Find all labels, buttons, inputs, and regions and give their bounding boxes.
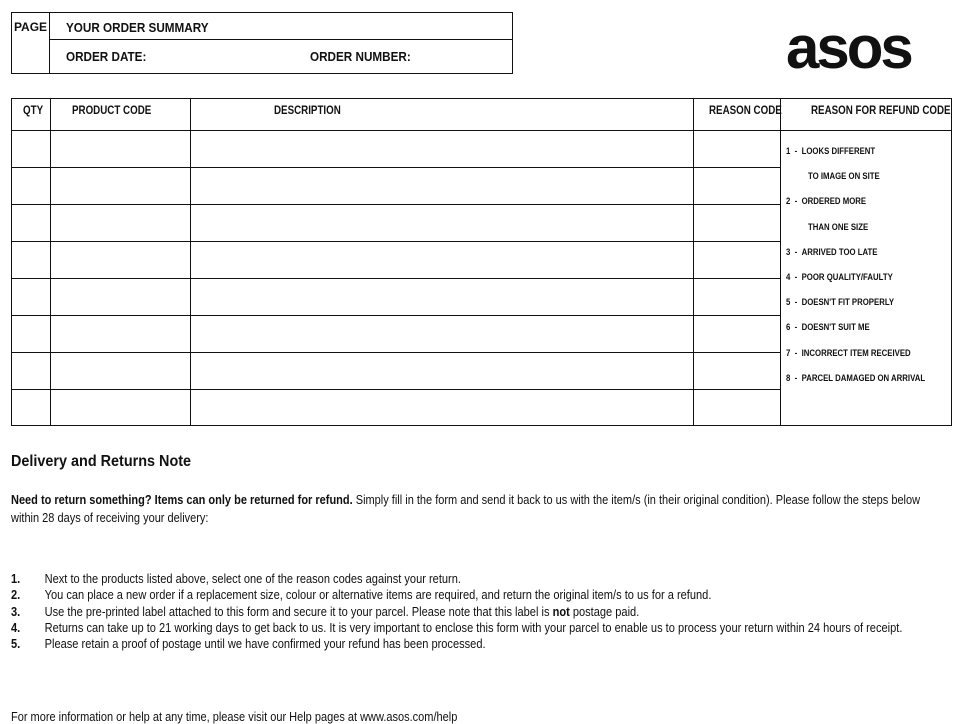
reason-item: 4 - POOR QUALITY/FAULTY: [786, 272, 893, 283]
column-header-reason-code: REASON CODE: [709, 105, 782, 117]
reason-item: 5 - DOESN'T FIT PROPERLY: [786, 297, 895, 308]
table-row-divider: [12, 278, 780, 279]
reason-item: 8 - PARCEL DAMAGED ON ARRIVAL: [786, 373, 926, 384]
order-summary-title: YOUR ORDER SUMMARY: [66, 20, 209, 35]
table-row-divider: [12, 167, 780, 168]
column-header-description: DESCRIPTION: [274, 105, 341, 117]
table-column-divider: [693, 99, 694, 425]
return-step: 3. Use the pre-printed label attached to this form and secure it to your parcel. Please note that this label is not postage paid.: [11, 604, 640, 619]
refund-only-emphasis: Items can only be returned for refund.: [154, 493, 353, 507]
returns-intro-paragraph: Need to return something? Items can only be returned for refund. Simply fill in the form and send it back to us with the item/s (in their original condition). Please follow the steps below within 28 days of receiving your delivery:: [11, 493, 921, 525]
return-step: 5. Please retain a proof of postage until we have confirmed your refund has been processed.: [11, 637, 486, 652]
table-row-divider: [12, 204, 780, 205]
table-column-divider: [780, 99, 781, 425]
table-column-divider: [50, 99, 51, 425]
order-number-label: ORDER NUMBER:: [310, 49, 411, 64]
table-row-divider: [12, 389, 780, 390]
table-row-divider: [12, 241, 780, 242]
table-row-divider: [12, 352, 780, 353]
asos-logo: asos: [786, 14, 911, 81]
column-header-reason-for-refund: REASON FOR REFUND CODE: [811, 105, 951, 117]
reason-item: 6 - DOESN'T SUIT ME: [786, 322, 870, 333]
return-step: 1. Next to the products listed above, select one of the reason codes against your return.: [11, 572, 461, 586]
help-footer-text: For more information or help at any time, please visit our Help pages at www.asos.com/help: [11, 710, 458, 724]
header-divider: [50, 39, 512, 40]
reason-item: 2 - ORDERED MORE: [786, 196, 867, 207]
reason-item: 7 - INCORRECT ITEM RECEIVED: [786, 348, 911, 359]
return-step: 4. Returns can take up to 21 working days to get back to us. It is very important to enclose this form with your parcel to enable us to process your return within 24 hours of receipt.: [11, 620, 903, 635]
table-row-divider: [12, 315, 780, 316]
column-header-qty: QTY: [23, 105, 44, 117]
reason-item-continued: THAN ONE SIZE: [808, 222, 869, 233]
delivery-returns-heading: Delivery and Returns Note: [11, 453, 192, 470]
column-header-product-code: PRODUCT CODE: [72, 105, 152, 117]
table-column-divider: [190, 99, 191, 425]
order-date-label: ORDER DATE:: [66, 49, 147, 64]
return-steps-list: [11, 571, 940, 652]
table-header-divider: [12, 130, 951, 131]
page-label: PAGE: [12, 13, 50, 73]
order-summary-header: [11, 12, 513, 74]
return-step: 2. You can place a new order if a replacement size, colour or alternative items are required, and return the original item/s to us for a refund.: [11, 588, 712, 603]
reason-item: 3 - ARRIVED TOO LATE: [786, 247, 878, 258]
reason-item-continued: TO IMAGE ON SITE: [808, 171, 880, 182]
reason-item: 1 - LOOKS DIFFERENT: [786, 146, 876, 157]
